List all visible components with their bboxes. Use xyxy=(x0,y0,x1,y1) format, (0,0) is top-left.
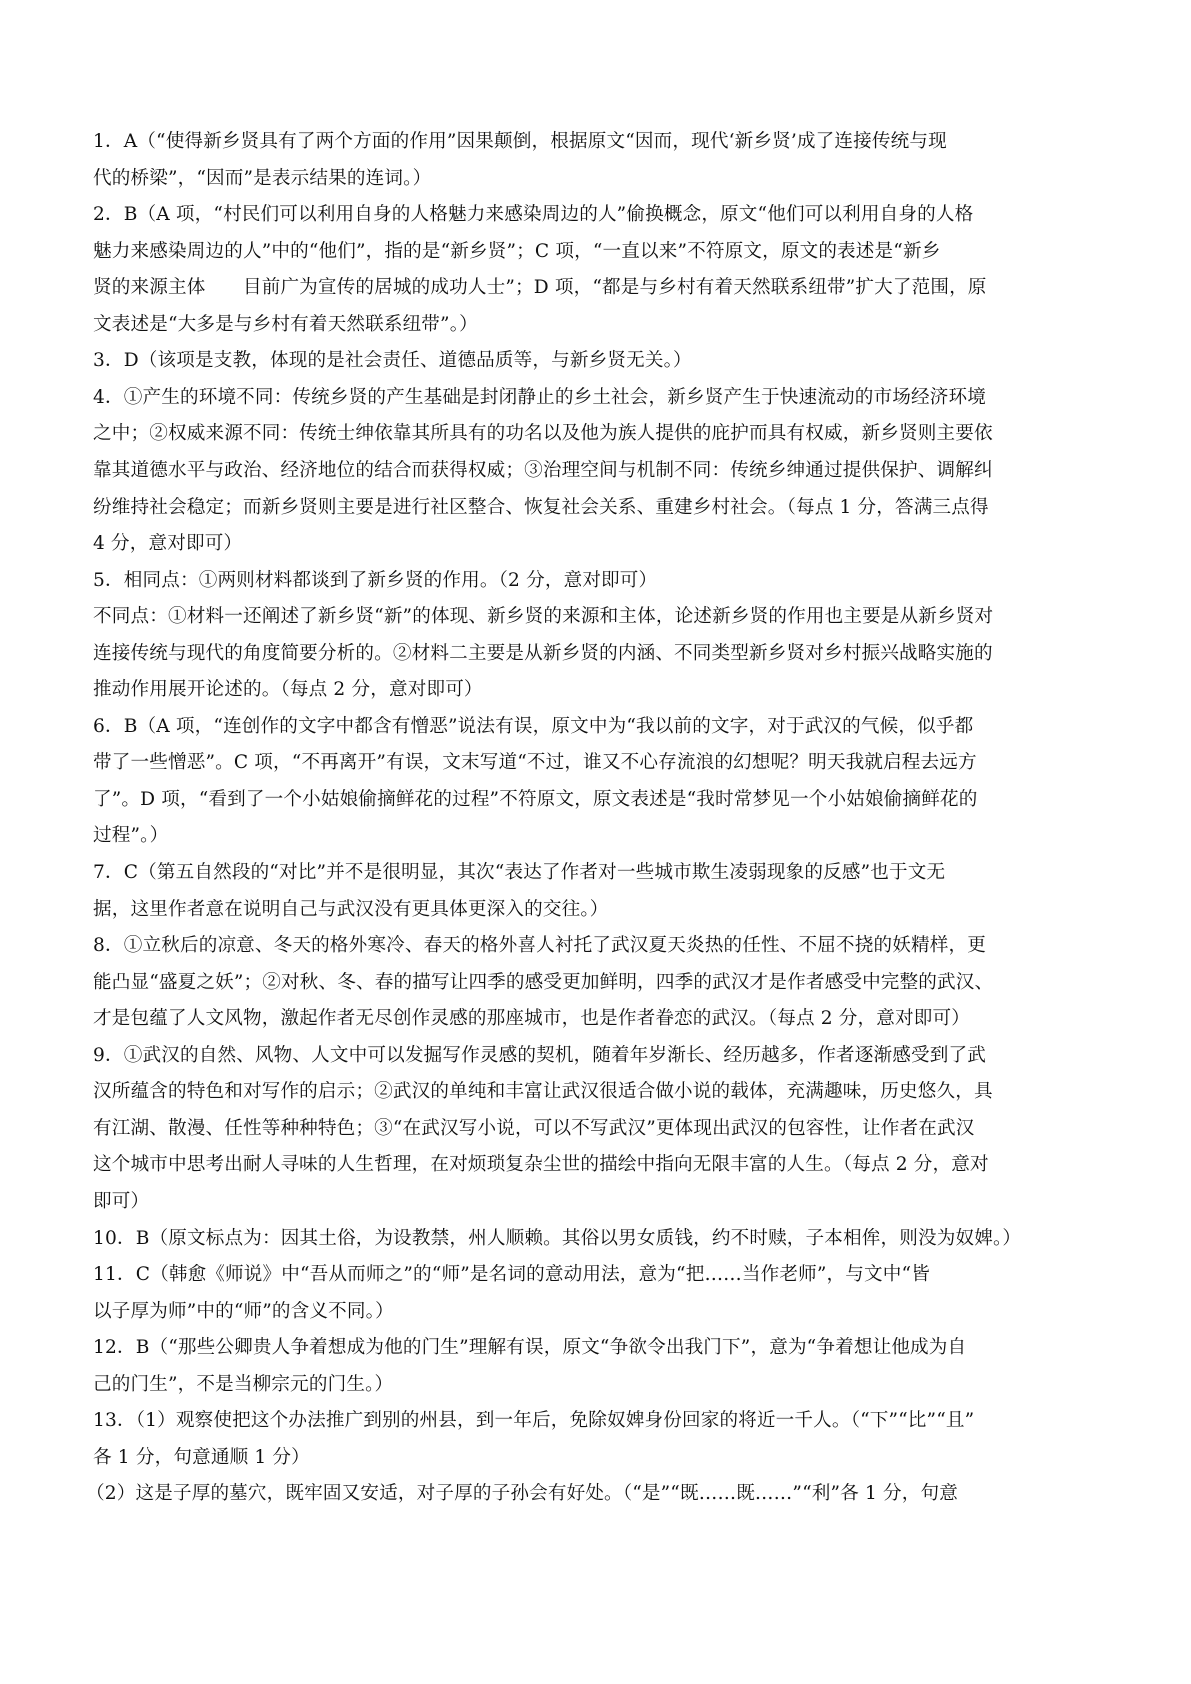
answer-line-first: 4．①产生的环境不同：传统乡贤的产生基础是封闭静止的乡土社会，新乡贤产生于快速流动的市场经济环境 xyxy=(93,387,986,408)
answer-line: 4 分，意对即可） xyxy=(93,533,243,554)
answer-line-first: 9．①武汉的自然、风物、人文中可以发掘写作灵感的契机，随着年岁渐长、经历越多，作者逐渐感受到了武 xyxy=(93,1045,986,1066)
answer-line-first: 8．①立秋后的凉意、冬天的格外寒冷、春天的格外喜人衬托了武汉夏天炎热的任性、不屈不挠的妖精样，更 xyxy=(93,935,986,956)
answer-line-first: 11．C（韩愈《师说》中“吾从而师之”的“师”是名词的意动用法，意为“把……当作老师”，与文中“皆 xyxy=(93,1264,930,1285)
answer-line: 己的门生”，不是当柳宗元的门生。） xyxy=(93,1374,394,1395)
answer-line-first: 1．A（“使得新乡贤具有了两个方面的作用”因果颠倒，根据原文“因而，现代‘新乡贤’成了连接传统与现 xyxy=(93,131,947,152)
answer-line: 连接传统与现代的角度简要分析的。②材料二主要是从新乡贤的内涵、不同类型新乡贤对乡村振兴战略实施的 xyxy=(93,643,993,664)
answer-line-first: 2．B（A 项，“村民们可以利用自身的人格魅力来感染周边的人”偷换概念，原文“他们可以利用自身的人格 xyxy=(93,204,974,225)
answer-line: 贤的来源主体 目前广为宣传的居城的成功人士”；D 项，“都是与乡村有着天然联系纽带”扩大了范围，原 xyxy=(93,277,987,298)
answer-line: 据，这里作者意在说明自己与武汉没有更具体更深入的交往。） xyxy=(93,899,609,920)
answer-line: 文表述是“大多是与乡村有着天然联系纽带”。） xyxy=(93,314,478,335)
answer-line: 才是包蕴了人文风物，激起作者无尽创作灵感的那座城市，也是作者眷恋的武汉。（每点 2 分，意对即可） xyxy=(93,1008,971,1029)
answer-line-first: 5．相同点：①两则材料都谈到了新乡贤的作用。（2 分，意对即可） xyxy=(93,570,658,591)
answer-line-first: 6．B（A 项，“连创作的文字中都含有憎恶”说法有误，原文中为“我以前的文字，对于武汉的气候，似乎都 xyxy=(93,716,974,737)
answer-line: 魅力来感染周边的人”中的“他们”，指的是“新乡贤”；C 项，“一直以来”不符原文，原文的表述是“新乡 xyxy=(93,241,941,262)
answer-line: 汉所蕴含的特色和对写作的启示；②武汉的单纯和丰富让武汉很适合做小说的载体，充满趣味，历史悠久，具 xyxy=(93,1081,993,1102)
answer-line: 以子厚为师”中的“师”的含义不同。） xyxy=(93,1301,394,1322)
answer-line: 代的桥梁”，“因而”是表示结果的连词。） xyxy=(93,168,432,189)
answer-line-first: 7．C（第五自然段的“对比”并不是很明显，其次“表达了作者对一些城市欺生凌弱现象的反感”也于文无 xyxy=(93,862,946,883)
answer-line: 各 1 分，句意通顺 1 分） xyxy=(93,1447,310,1468)
answer-line: 了”。D 项，“看到了一个小姑娘偷摘鲜花的过程”不符原文，原文表述是“我时常梦见一个小姑娘偷摘鲜花的 xyxy=(93,789,978,810)
answer-line: 这个城市中思考出耐人寻味的人生哲理，在对烦琐复杂尘世的描绘中指向无限丰富的人生。（每点 2 分，意对 xyxy=(93,1154,989,1175)
answer-line: 带了一些憎恶”。C 项，“不再离开”有误，文末写道“不过，谁又不心存流浪的幻想呢？明天我就启程去远方 xyxy=(93,752,977,773)
answer-line: 过程”。） xyxy=(93,825,169,846)
answer-line: 之中；②权威来源不同：传统士绅依靠其所具有的功名以及他为族人提供的庇护而具有权威，新乡贤则主要依 xyxy=(93,423,993,444)
answer-line: 有江湖、散漫、任性等种种特色；③“在武汉写小说，可以不写武汉”更体现出武汉的包容性，让作者在武汉 xyxy=(93,1118,975,1139)
answer-line-first: 3．D（该项是支教，体现的是社会责任、道德品质等，与新乡贤无关。） xyxy=(93,350,692,371)
answer-line: 不同点：①材料一还阐述了新乡贤“新”的体现、新乡贤的来源和主体，论述新乡贤的作用也主要是从新乡贤对 xyxy=(93,606,994,627)
answer-line: 推动作用展开论述的。（每点 2 分，意对即可） xyxy=(93,679,483,700)
answer-line-first: 10．B（原文标点为：因其土俗，为设教禁，州人顺赖。其俗以男女质钱，约不时赎，子本相侔，则没为奴婢。） xyxy=(93,1228,1022,1249)
answer-line: 靠其道德水平与政治、经济地位的结合而获得权威；③治理空间与机制不同：传统乡绅通过提供保护、调解纠 xyxy=(93,460,993,481)
answer-line-first: 13．（1）观察使把这个办法推广到别的州县，到一年后，免除奴婢身份回家的将近一千人。（“下”“比”“且” xyxy=(93,1410,975,1431)
answer-line: （2）这是子厚的墓穴，既牢固又安适，对子厚的子孙会有好处。（“是”“既……既……”“利”各 1 分，句意 xyxy=(86,1483,958,1504)
answer-line: 纷维持社会稳定；而新乡贤则主要是进行社区整合、恢复社会关系、重建乡村社会。（每点 1 分，答满三点得 xyxy=(93,497,989,518)
answer-line: 能凸显“盛夏之妖”；②对秋、冬、春的描写让四季的感受更加鲜明，四季的武汉才是作者感受中完整的武汉、 xyxy=(93,972,994,993)
answer-line: 即可） xyxy=(93,1191,150,1212)
answer-line-first: 12．B（“那些公卿贵人争着想成为他的门生”理解有误，原文“争欲令出我门下”，意为“争着想让他成为自 xyxy=(93,1337,967,1358)
